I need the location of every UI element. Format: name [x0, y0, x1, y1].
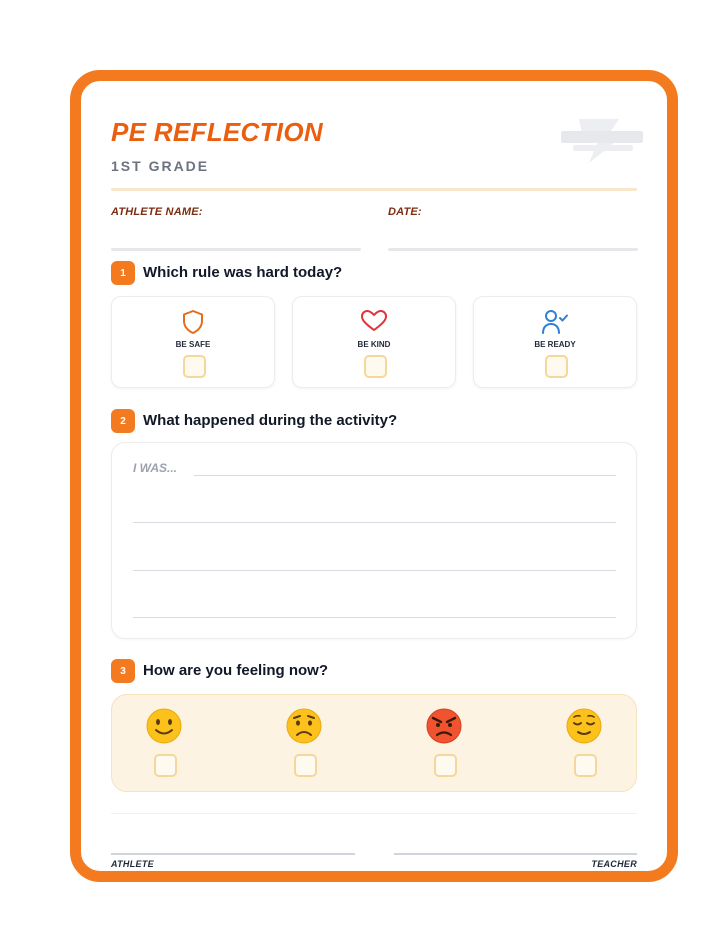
feeling-checkbox-worried[interactable]	[294, 754, 317, 777]
writing-line[interactable]	[133, 570, 616, 571]
feelings-panel	[111, 694, 637, 792]
question-2-text: What happened during the activity?	[143, 412, 398, 429]
signature-divider	[111, 813, 637, 814]
rule-label-be-ready: BE READY	[534, 340, 576, 349]
rule-option-be-safe	[111, 296, 275, 388]
rule-checkbox-be-safe[interactable]	[183, 355, 206, 378]
writing-line[interactable]	[133, 617, 616, 618]
activity-writing-box[interactable]	[111, 442, 637, 639]
header-divider	[111, 188, 637, 191]
worried-face-icon	[285, 707, 323, 745]
athlete-name-line[interactable]	[111, 248, 361, 251]
feeling-checkbox-angry[interactable]	[434, 754, 457, 777]
rule-label-be-kind: BE KIND	[357, 340, 391, 349]
question-3-number: 3	[111, 659, 135, 683]
writing-line[interactable]	[133, 522, 616, 523]
shield-icon	[181, 309, 205, 335]
rule-checkbox-be-kind[interactable]	[364, 355, 387, 378]
question-3-text: How are you feeling now?	[143, 662, 329, 679]
relieved-face-icon	[565, 707, 603, 745]
school-logo-icon	[559, 111, 645, 165]
rule-option-be-kind	[292, 296, 456, 388]
heart-icon	[360, 309, 388, 333]
athlete-signature-label: ATHLETE	[111, 859, 154, 869]
angry-face-icon	[425, 707, 463, 745]
question-1-text: Which rule was hard today?	[143, 264, 343, 281]
feeling-checkbox-happy[interactable]	[154, 754, 177, 777]
user-check-icon	[541, 309, 569, 335]
rule-option-be-ready	[473, 296, 637, 388]
question-2-number: 2	[111, 409, 135, 433]
writing-line[interactable]	[194, 475, 616, 476]
question-1-number: 1	[111, 261, 135, 285]
slightly-smiling-face-icon	[145, 707, 183, 745]
date-line[interactable]	[388, 248, 638, 251]
page-title: PE REFLECTION	[111, 117, 323, 147]
feeling-checkbox-calm[interactable]	[574, 754, 597, 777]
reflection-card	[70, 70, 678, 882]
rule-checkbox-be-ready[interactable]	[545, 355, 568, 378]
grade-subtitle: 1ST GRADE	[111, 158, 210, 174]
rule-label-be-safe: BE SAFE	[175, 340, 211, 349]
writing-prompt: I WAS...	[133, 461, 178, 475]
date-label: DATE:	[388, 206, 422, 218]
athlete-signature-line[interactable]	[111, 853, 355, 855]
teacher-signature-label: TEACHER	[591, 859, 637, 869]
athlete-name-label: ATHLETE NAME:	[111, 206, 203, 218]
teacher-signature-line[interactable]	[394, 853, 637, 855]
